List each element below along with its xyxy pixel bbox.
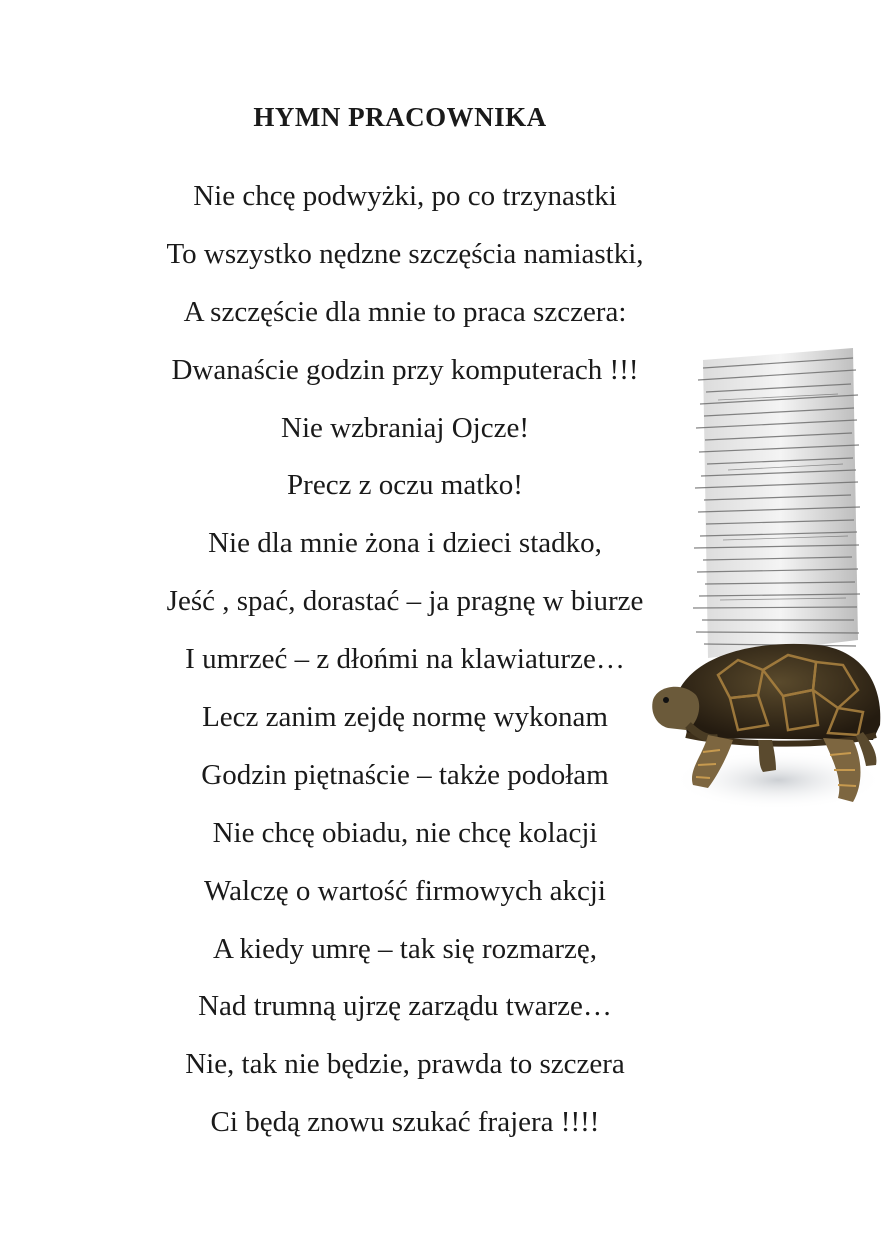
poem-line: Godzin piętnaście – także podołam — [201, 758, 609, 791]
poem-title: HYMN PRACOWNIKA — [253, 102, 547, 132]
poem-line: Dwanaście godzin przy komputerach !!! — [171, 353, 639, 386]
tortoise-with-paper-stack-icon — [648, 340, 883, 815]
poem-line: Lecz zanim zejdę normę wykonam — [202, 701, 608, 734]
poem-line: I umrzeć – z dłońmi na klawiaturze… — [185, 643, 625, 676]
poem-line: Nie, tak nie będzie, prawda to szczera — [185, 1048, 625, 1081]
poem-line: A kiedy umrę – tak się rozmarzę, — [212, 932, 598, 965]
poem-line: Nie dla mnie żona i dzieci stadko, — [208, 527, 602, 560]
poem-line: Nad trumną ujrzę zarządu twarze… — [198, 990, 612, 1023]
poem-line: Walczę o wartość firmowych akcji — [204, 874, 606, 907]
poem-line: Nie wzbraniaj Ojcze! — [281, 411, 529, 444]
poem-line: A szczęście dla mnie to praca szczera: — [183, 295, 627, 328]
poem-line: Ci będą znowu szukać frajera !!!! — [210, 1106, 600, 1139]
poem-line: Precz z oczu matko! — [287, 469, 523, 502]
poem-line: To wszystko nędzne szczęścia namiastki, — [166, 237, 644, 270]
poem-line: Jeść , spać, dorastać – ja pragnę w biurze — [166, 585, 644, 618]
poem-line: Nie chcę obiadu, nie chcę kolacji — [212, 816, 598, 849]
poem-line: Nie chcę podwyżki, po co trzynastki — [193, 180, 617, 212]
